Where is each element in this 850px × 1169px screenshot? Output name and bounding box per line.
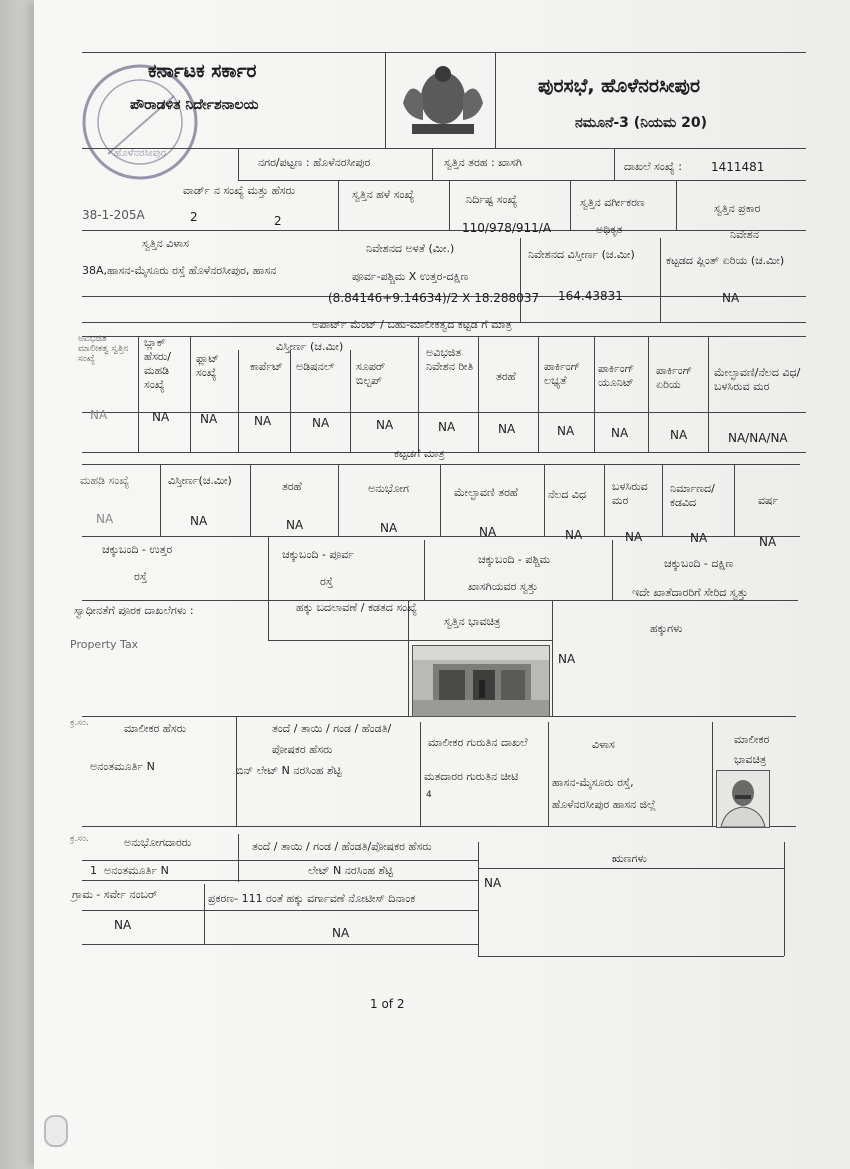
- government-title: ಕರ್ನಾಟಕ ಸರ್ಕಾರ: [148, 60, 257, 82]
- apartment-section-title: ಅಪಾರ್ಟ್ ಮೆಂಟ್ / ಬಹು-ಮಾಲೀಕತ್ವದ ಕಟ್ಟಡ ಗೆ ಮಾತ್ರ: [312, 318, 512, 331]
- occupant-parent: ಲೇಟ್ N ನರಸಿಂಹ ಶೆಟ್ಟಿ: [308, 864, 393, 877]
- owner-photo-label: ಮಾಲೀಕರ ಭಾವಚಿತ್ರ: [734, 733, 770, 766]
- boundary-east-value: ರಸ್ತೆ: [320, 575, 334, 588]
- apartment-header-undivided-no: ಅವಿಭಜಿತ ಮಾಲೀಕತ್ವ ಸ್ವತ್ತಿನ ಸಂಖ್ಯೆ: [78, 334, 129, 364]
- classification-label: ಸ್ವತ್ತಿನ ವರ್ಗೀಕರಣ: [580, 196, 645, 209]
- apartment-header-parking-units: ಪಾರ್ಕಿಂಗ್ ಯೂನಿಟ್: [598, 362, 635, 389]
- building-value: NA: [565, 528, 583, 542]
- apartment-header-parking-avail: ಪಾರ್ಕಿಂಗ್ ಲಭ್ಯತೆ: [544, 360, 581, 387]
- apartment-value: NA: [200, 412, 218, 426]
- apartment-header-roof: ಮೇಲ್ಛಾವಣಿ/ನೆಲದ ವಿಧ/ಬಳಸಿರುವ ಮರ: [714, 366, 801, 393]
- building-value: NA: [190, 514, 208, 528]
- building-section-title: ಕಟ್ಟಡಗೆ ಮಾತ್ರ: [394, 447, 445, 460]
- supporting-docs-value: Property Tax: [70, 638, 139, 651]
- page-number: 1 of 2: [370, 997, 405, 1011]
- old-number-value: 2: [274, 214, 282, 228]
- apartment-header-parking-area: ಪಾರ್ಕಿಂಗ್ ಏರಿಯ: [656, 364, 693, 391]
- boundary-west-value: ಖಾಸಗಿಯವರ ಸ್ವತ್ತು: [468, 580, 538, 593]
- transfer-label: ಹಕ್ಕು ಬದಲಾವಣೆ / ಕಡತದ ಸಂಖ್ಯೆ: [296, 601, 418, 614]
- survey-number-value: NA: [114, 918, 132, 932]
- building-value: NA: [96, 512, 114, 526]
- apartment-value: NA: [557, 424, 575, 438]
- directorate-title: ಪೌರಾಡಳಿತ ನಿರ್ದೇಶನಾಲಯ: [130, 97, 259, 113]
- notice-date-label: ಪ್ರಕರಣ- 111 ರಂತೆ ಹಕ್ಕು ವರ್ಗಾವಣೆ ನೋಟೀಸ್ ದಿನಾಂಕ: [208, 892, 416, 905]
- loans-label: ಋಣಗಳು: [612, 852, 647, 865]
- apartment-value: NA/NA/NA: [728, 431, 788, 445]
- ward-label: ವಾರ್ಡ್ ನ ಸಂಖ್ಯೆ ಮತ್ತು ಹೆಸರು: [183, 184, 295, 197]
- building-header-year: ವರ್ಷ: [758, 494, 779, 507]
- property-type-field: ಸ್ವತ್ತಿನ ತರಹ : ಖಾಸಗಿ: [444, 156, 522, 169]
- apartment-value: NA: [312, 416, 330, 430]
- rights-value: NA: [558, 652, 576, 666]
- apartment-header-carpet: ಕಾರ್ಪೆಟ್: [250, 360, 283, 373]
- survey-number-label: ಗ್ರಾಮ - ಸರ್ವೇ ನಂಬರ್: [72, 888, 158, 901]
- owner-photo: [716, 770, 770, 828]
- building-header-wood: ಬಳಸಿರುವ ಮರ: [612, 480, 648, 507]
- apartment-value: NA: [498, 422, 516, 436]
- building-header-construction: ನಿರ್ಮಾಣದ/ ಕಡವಿದ: [670, 482, 715, 509]
- ward-code: 38-1-205A: [82, 208, 145, 222]
- occupant-parent-label: ತಂದೆ / ತಾಯಿ / ಗಂಡ / ಹೆಂಡತಿ/ಪೋಷಕರ ಹೆಸರು: [252, 840, 432, 853]
- owner-name-label: ಮಾಲೀಕರ ಹೆಸರು: [124, 722, 187, 735]
- site-area-label: ನಿವೇಶನದ ವಿಸ್ತೀರ್ಣ (ಚ.ಮೀ): [528, 248, 635, 261]
- occupant-index: 1: [90, 864, 97, 877]
- apartment-value: NA: [670, 428, 688, 442]
- plinth-area-value: NA: [722, 291, 740, 305]
- boundary-north-label: ಚಕ್ಕುಬಂದಿ - ಉತ್ತರ: [102, 543, 173, 556]
- owner-name: ಅನಂತಮೂರ್ತಿ N: [90, 760, 155, 773]
- address-label: ಸ್ವತ್ತಿನ ವಿಳಾಸ: [142, 237, 189, 250]
- ward-number: 2: [190, 210, 198, 224]
- owner-parent-name: ಬಿನ್ ಲೇಟ್ N ನರಸಿಂಹ ಶೆಟ್ಟಿ: [236, 764, 342, 777]
- building-header-floor: ಮಹಡಿ ಸಂಖ್ಯೆ: [80, 474, 130, 487]
- notice-date-value: NA: [332, 926, 350, 940]
- boundary-west-label: ಚಕ್ಕುಬಂದಿ - ಪಶ್ಚಿಮ: [478, 553, 551, 566]
- building-value: NA: [286, 518, 304, 532]
- karnataka-emblem-icon: [398, 58, 488, 142]
- plinth-area-label: ಕಟ್ಟಡದ ಪ್ಲಿಂತ್ ಏರಿಯ (ಚ.ಮೀ): [666, 254, 785, 267]
- town-field: ನಗರ/ಪಟ್ಟಣ : ಹೊಳೆನರಸೀಪುರ: [258, 156, 371, 169]
- apartment-value: NA: [376, 418, 394, 432]
- owner-address-label: ವಿಳಾಸ: [592, 738, 615, 751]
- apartment-header-block: ಬ್ಲಾಕ್ ಹೆಸರು/ ಮಹಡಿ ಸಂಖ್ಯೆ: [144, 336, 171, 391]
- apartment-header-superbuilt: ಸೂಪರ್ ಬಿಲ್ಟಪ್: [356, 360, 386, 387]
- address-value: 38A,ಹಾಸನ-ಮೈಸೂರು ರಸ್ತೆ ಹೊಳೆನರಸೀಪುರ, ಹಾಸನ: [82, 264, 277, 277]
- owner-id-number: 4: [426, 790, 432, 800]
- boundary-east-label: ಚಕ್ಕುಬಂದಿ - ಪೂರ್ವ: [282, 548, 355, 561]
- owner-id-label: ಮಾಲೀಕರ ಗುರುತಿನ ದಾಖಲೆ: [428, 736, 528, 749]
- boundary-south-value: ಇದೇ ಖಾತೆದಾರರಿಗೆ ಸೇರಿದ ಸ್ವತ್ತು: [632, 586, 748, 599]
- apartment-header-flat: ಫ್ಲಾಟ್ ಸಂಖ್ಯೆ: [196, 352, 220, 379]
- owner-serial-label: ಕ್ರ.ಸಂ.: [70, 718, 89, 728]
- site-area-value: 164.43831: [558, 289, 623, 303]
- building-header-floor-type: ನೆಲದ ವಿಧ: [548, 488, 587, 501]
- apartment-value: NA: [254, 414, 272, 428]
- occupant-serial-label: ಕ್ರ.ಸಂ.: [70, 834, 89, 844]
- occupant-name: ಅನಂತಮೂರ್ತಿ N: [104, 864, 169, 877]
- apartment-value: NA: [152, 410, 170, 424]
- occupant-label: ಅನುಭೋಗದಾರರು: [124, 836, 192, 849]
- building-value: NA: [380, 521, 398, 535]
- loans-value: NA: [484, 876, 502, 890]
- building-value: NA: [690, 531, 708, 545]
- property-photo-label: ಸ್ವತ್ತಿನ ಭಾವಚಿತ್ರ: [444, 615, 501, 628]
- specific-number-label: ನಿರ್ದಿಷ್ಟ ಸಂಖ್ಯೆ: [466, 193, 518, 206]
- building-header-usage: ಅನುಭೋಗ: [368, 482, 409, 495]
- owner-id-document: ಮತದಾರರ ಗುರುತಿನ ಚೀಟಿ: [424, 770, 519, 783]
- building-value: NA: [479, 525, 497, 539]
- building-value: NA: [625, 530, 643, 544]
- building-header-type: ತರಹೆ: [282, 480, 302, 493]
- owner-address: ಹಾಸನ-ಮೈಸೂರು ರಸ್ತೆ, ಹೊಳೆನರಸೀಪುರ ಹಾಸನ ಜಿಲ್ಲೆ: [552, 776, 656, 811]
- form-number: ನಮೂನೆ-3 (ನಿಯಮ 20): [575, 115, 708, 131]
- apartment-value: NA: [611, 426, 629, 440]
- classification-value: ಅಧಿಕೃತ: [596, 223, 623, 236]
- entry-number-value: 1411481: [711, 160, 765, 174]
- supporting-docs-label: ಸ್ವಾಧೀನತೆಗೆ ಪೂರಕ ದಾಖಲೆಗಳು :: [74, 604, 194, 617]
- specific-number-value: 110/978/911/A: [462, 221, 552, 235]
- dimension-value: (8.84146+9.14634)/2 X 18.288037: [328, 291, 540, 305]
- page-clip: [44, 1115, 68, 1147]
- apartment-header-type: ತರಹೆ: [496, 370, 516, 383]
- property-photo: [412, 645, 550, 717]
- boundary-south-label: ಚಕ್ಕುಬಂದಿ - ದಕ್ಷಿಣ: [664, 557, 734, 570]
- dimension-axes: ಪೂರ್ವ-ಪಶ್ಚಿಮ X ಉತ್ತರ-ದಕ್ಷಿಣ: [352, 270, 469, 283]
- property-kind-label: ಸ್ವತ್ತಿನ ಪ್ರಕಾರ: [714, 202, 761, 215]
- apartment-value: NA: [438, 420, 456, 434]
- apartment-header-undivided-site: ಅವಿಭಜಿತ ನಿವೇಶನ ರೀತಿ: [426, 346, 474, 373]
- boundary-north-value: ರಸ್ತೆ: [134, 570, 148, 583]
- building-header-roof: ಮೇಲ್ಛಾವಣಿ ತರಹೆ: [454, 486, 518, 499]
- municipality-title: ಪುರಸಭೆ, ಹೊಳೆನರಸೀಪುರ: [538, 75, 700, 97]
- site-dimension-label: ನಿವೇಶನದ ಅಳತೆ (ಮೀ.): [366, 242, 455, 255]
- owner-parent-label: ತಂದೆ / ತಾಯಿ / ಗಂಡ / ಹೆಂಡತಿ/ಪೋಷಕರ ಹೆಸರು: [272, 722, 392, 756]
- apartment-area-group: ವಿಸ್ತೀರ್ಣ (ಚ.ಮೀ): [276, 340, 344, 353]
- svg-text:ಹೊಳೆನರಸೀಪುರ: ಹೊಳೆನರಸೀಪುರ: [114, 148, 167, 159]
- property-kind-value: ನಿವೇಶನ: [730, 228, 759, 241]
- building-value: NA: [759, 535, 777, 549]
- entry-number-label: ದಾಖಲೆ ಸಂಖ್ಯೆ :: [624, 160, 682, 173]
- building-header-area: ವಿಸ್ತೀರ್ಣ(ಚ.ಮೀ): [168, 474, 232, 487]
- apartment-header-additional: ಅಡಿಷನಲ್: [296, 360, 335, 373]
- apartment-value: NA: [90, 408, 108, 422]
- rights-label: ಹಕ್ಕುಗಳು: [650, 622, 683, 635]
- old-number-label: ಸ್ವತ್ತಿನ ಹಳೆ ಸಂಖ್ಯೆ: [352, 188, 415, 201]
